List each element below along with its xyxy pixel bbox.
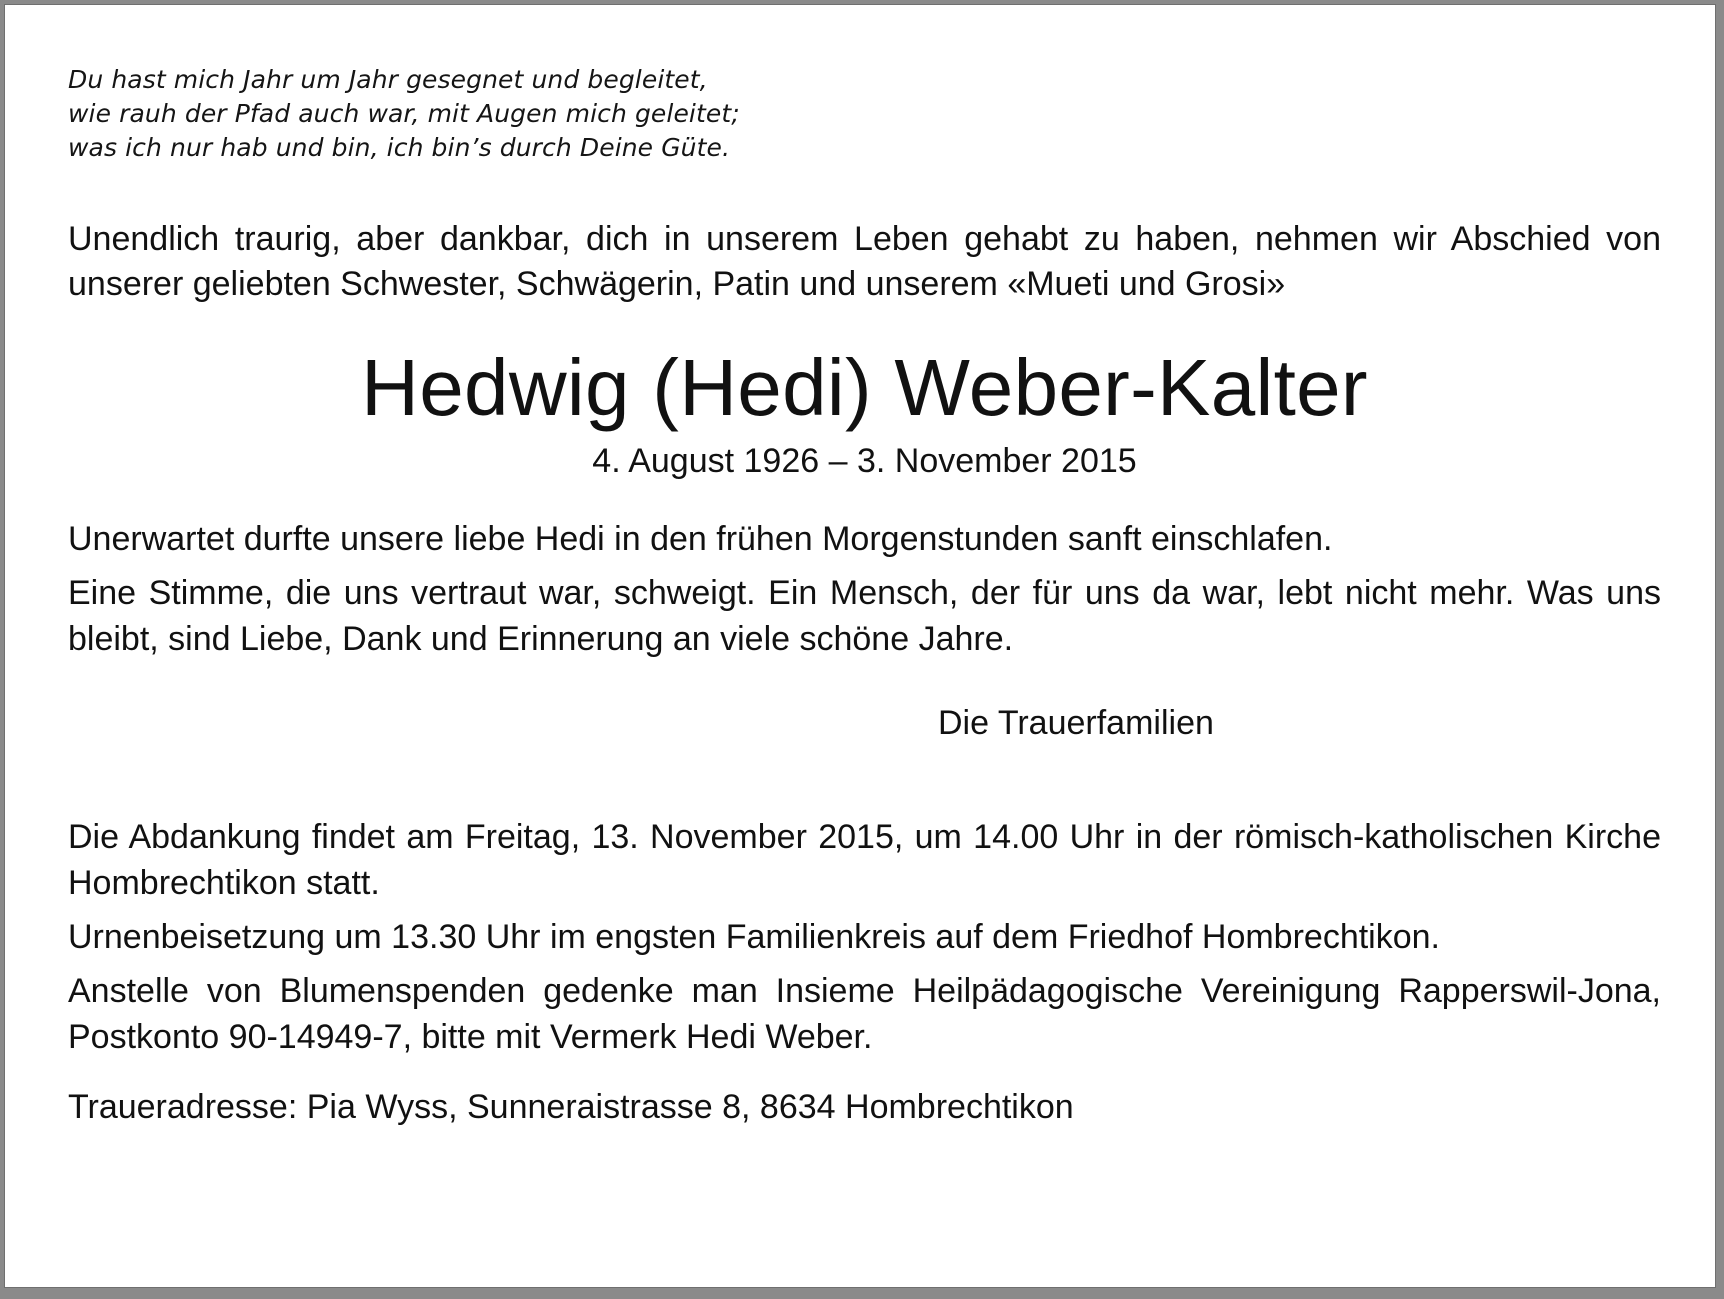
obituary-notice	[5, 5, 1715, 1287]
family-signature: Die Trauerfamilien	[938, 704, 1214, 742]
verse-line: was ich nur hab und bin, ich bin’s durch Deine Güte.	[68, 133, 731, 162]
verse	[68, 63, 1661, 165]
mourning-address: Traueradresse: Pia Wyss, Sunneraistrasse 8, 8634 Hombrechtikon	[68, 1088, 1074, 1126]
verse-line: wie rauh der Pfad auch war, mit Augen mich geleitet;	[68, 99, 740, 128]
remembrance-paragraph: Eine Stimme, die uns vertraut war, schweigt. Ein Mensch, der für uns da war, lebt nicht mehr. Was uns bleibt, sind Liebe, Dank und Erinnerung an viele schöne Jahre.	[68, 574, 1661, 658]
life-dates: 4. August 1926 – 3. November 2015	[592, 442, 1137, 480]
deceased-name: Hedwig (Hedi) Weber-Kalter	[361, 343, 1368, 432]
donation-paragraph: Anstelle von Blumenspenden gedenke man Insieme Heilpädagogische Vereinigung Rapperswil-Jona, Postkonto 90-14949-7, bitte mit Vermerk Hedi Weber.	[68, 972, 1661, 1056]
passing-paragraph: Unerwartet durfte unsere liebe Hedi in den frühen Morgenstunden sanft einschlafen.	[68, 520, 1333, 558]
notice-content	[68, 63, 1661, 1130]
urn-burial-paragraph: Urnenbeisetzung um 13.30 Uhr im engsten Familienkreis auf dem Friedhof Hombrechtikon.	[68, 918, 1440, 956]
funeral-service-paragraph: Die Abdankung findet am Freitag, 13. November 2015, um 14.00 Uhr in der römisch-katholischen Kirche Hombrechtikon statt.	[68, 818, 1661, 902]
intro-paragraph: Unendlich traurig, aber dankbar, dich in unserem Leben gehabt zu haben, nehmen wir Abschied von unserer geliebten Schwester, Schwägerin, Patin und unserem «Mueti und Grosi»	[68, 220, 1661, 303]
verse-line: Du hast mich Jahr um Jahr gesegnet und begleitet,	[68, 65, 708, 94]
